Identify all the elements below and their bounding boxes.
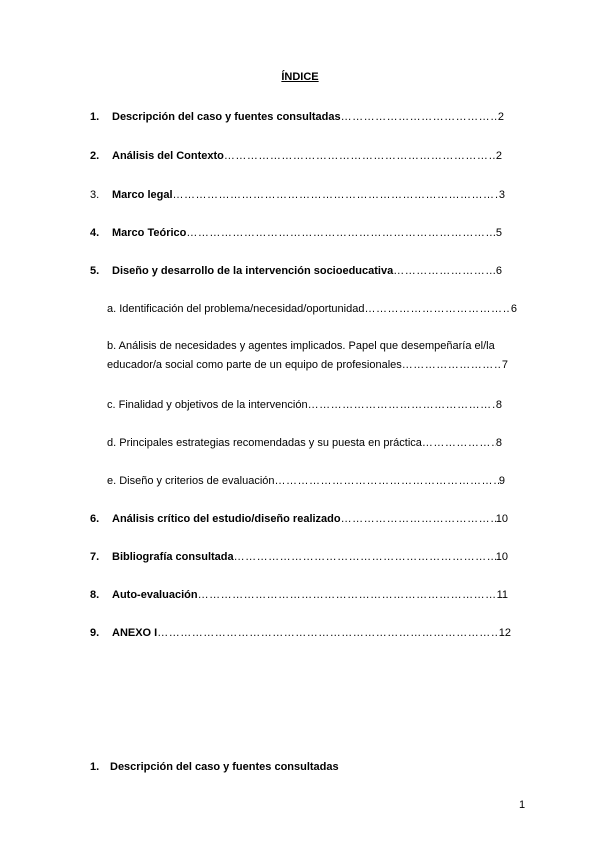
toc-entry-number: 2.: [90, 150, 100, 162]
toc-entry-page: 2: [495, 150, 502, 162]
toc-leader-dots: [275, 474, 499, 488]
toc-entry-label: Bibliografía consultada: [112, 551, 234, 563]
toc-entry-9[interactable]: [90, 626, 511, 640]
toc-entry-8[interactable]: [90, 588, 508, 602]
toc-entry-4[interactable]: [90, 226, 502, 240]
page-number: 1: [519, 799, 526, 811]
toc-entry-number: 9.: [90, 627, 100, 639]
toc-entry-page: 3: [498, 189, 505, 201]
toc-subentry-d[interactable]: [107, 436, 502, 450]
toc-subentry-page: 8: [495, 437, 502, 449]
toc-subentry-b[interactable]: [107, 358, 508, 372]
toc-leader-dots: [234, 550, 496, 564]
toc-leader-dots: [157, 626, 499, 640]
toc-subentry-page: 7: [501, 359, 508, 371]
toc-entry-label: Auto-evaluación: [112, 589, 198, 601]
toc-entry-2[interactable]: [90, 149, 502, 163]
toc-subentry-e[interactable]: [107, 474, 505, 488]
toc-subentry-label: a. Identificación del problema/necesidad/oportunidad: [107, 303, 365, 315]
section-heading: [90, 761, 339, 773]
toc-leader-dots: [364, 302, 510, 316]
toc-entry-label: Marco legal: [112, 189, 173, 201]
toc-entry-number: 8.: [90, 589, 100, 601]
toc-entry-page: 6: [495, 265, 502, 277]
toc-entry-7[interactable]: [90, 550, 508, 564]
toc-leader-dots: [341, 512, 496, 526]
toc-leader-dots: [422, 436, 496, 450]
toc-leader-dots: [224, 149, 496, 163]
toc-entry-number: 4.: [90, 227, 100, 239]
toc-subentry-page: 6: [510, 303, 517, 315]
toc-subentry-label: educador/a social como parte de un equipo de profesionales: [107, 359, 402, 371]
toc-entry-1[interactable]: [90, 110, 504, 124]
toc-entry-number: 7.: [90, 551, 100, 563]
toc-entry-label: Descripción del caso y fuentes consultadas: [112, 111, 341, 123]
toc-leader-dots: [341, 110, 498, 124]
toc-entry-6[interactable]: [90, 512, 508, 526]
section-title: Descripción del caso y fuentes consultadas: [110, 761, 339, 773]
index-title: ÍNDICE: [281, 71, 319, 83]
toc-leader-dots: [308, 398, 496, 412]
toc-entry-number: 3.: [90, 189, 100, 201]
toc-entry-number: 1.: [90, 111, 100, 123]
toc-subentry-c[interactable]: [107, 398, 502, 412]
toc-entry-page: 11: [496, 589, 508, 601]
section-number: 1.: [90, 761, 100, 773]
toc-leader-dots: [198, 588, 497, 602]
toc-subentry-page: 8: [495, 399, 502, 411]
toc-leader-dots: [186, 226, 496, 240]
toc-subentry-label: d. Principales estrategias recomendadas y su puesta en práctica: [107, 437, 422, 449]
toc-subentry-label: c. Finalidad y objetivos de la intervención: [107, 399, 308, 411]
toc-entry-label: Diseño y desarrollo de la intervención socioeducativa: [112, 265, 394, 277]
toc-entry-label: Análisis crítico del estudio/diseño realizado: [112, 513, 341, 525]
toc-entry-page: 10: [495, 551, 508, 563]
toc-subentry-page: 9: [498, 475, 505, 487]
toc-subentry-label: e. Diseño y criterios de evaluación: [107, 475, 275, 487]
toc-entry-3[interactable]: [90, 188, 505, 202]
toc-entry-5[interactable]: [90, 264, 502, 278]
toc-entry-number: 5.: [90, 265, 100, 277]
toc-entry-label: Análisis del Contexto: [112, 150, 224, 162]
toc-entry-label: ANEXO I: [112, 627, 158, 639]
toc-subentry-a[interactable]: [107, 302, 517, 316]
toc-entry-number: 6.: [90, 513, 100, 525]
toc-entry-page: 12: [498, 627, 511, 639]
toc-leader-dots: [173, 188, 499, 202]
toc-leader-dots: [402, 358, 502, 372]
toc-entry-page: 5: [495, 227, 502, 239]
toc-entry-page: 2: [497, 111, 504, 123]
toc-subentry-b-line1[interactable]: b. Análisis de necesidades y agentes implicados. Papel que desempeñaría el/la: [107, 340, 495, 352]
toc-entry-page: 10: [495, 513, 508, 525]
toc-entry-label: Marco Teórico: [112, 227, 187, 239]
toc-leader-dots: [393, 264, 496, 278]
